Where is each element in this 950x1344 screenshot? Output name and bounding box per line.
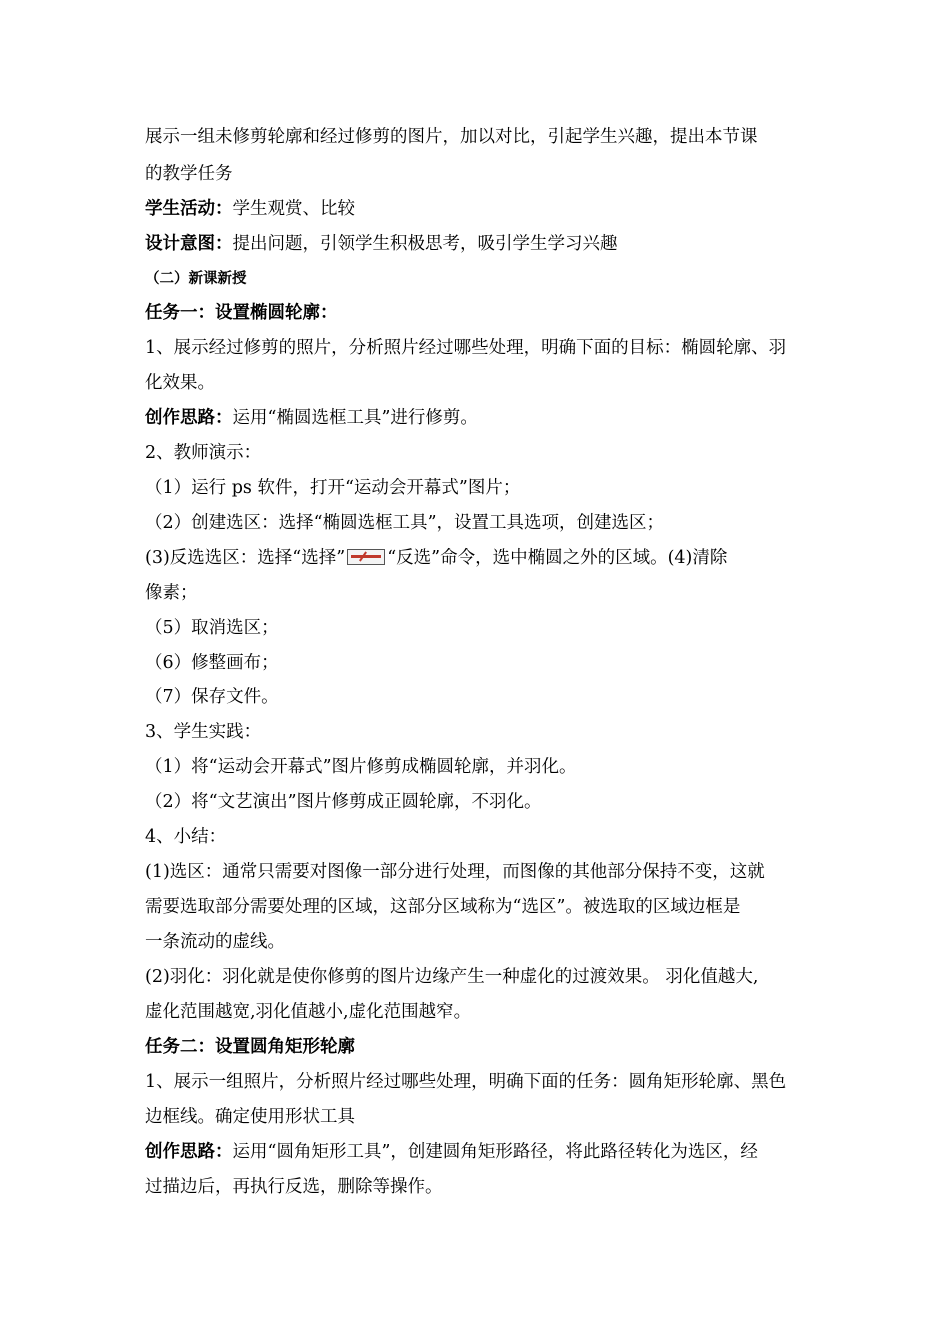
task1-heading: 任务一：设置椭圆轮廓： (145, 303, 338, 323)
summary-selection-line3: 一条流动的虚线。 (145, 932, 285, 952)
menu-arrow-icon (347, 549, 385, 565)
task1-step1-line1: 1、展示经过修剪的照片，分析照片经过哪些处理，明确下面的目标：椭圆轮廓、羽 (145, 338, 787, 358)
demo-item-2: （2）创建选区：选择“椭圆选框工具”，设置工具选项，创建选区； (145, 513, 665, 533)
task1-step4: 4、小结： (145, 827, 227, 847)
practice-item-1: （1）将“运动会开幕式”图片修剪成椭圆轮廓，并羽化。 (145, 757, 577, 777)
student-activity-text: 学生观赏、比较 (232, 199, 355, 219)
demo-item-3-part1: (3)反选选区：选择“选择” (145, 548, 346, 568)
design-intent-text: 提出问题，引领学生积极思考，吸引学生学习兴趣 (232, 234, 618, 254)
demo-item-1: （1）运行 ps 软件，打开“运动会开幕式”图片； (145, 478, 521, 498)
design-intent-label: 设计意图： (145, 234, 233, 254)
summary-selection-line1: (1)选区：通常只需要对图像一部分进行处理，而图像的其他部分保持不变，这就 (145, 862, 765, 882)
summary-feather-line2: 虚化范围越宽,羽化值越小,虚化范围越窄。 (145, 1002, 472, 1022)
demo-item-7: （7）保存文件。 (145, 687, 279, 707)
paragraph-intro-line2: 的教学任务 (145, 164, 233, 184)
task2-step1-line1: 1、展示一组照片，分析照片经过哪些处理，明确下面的任务：圆角矩形轮廓、黑色 (145, 1072, 787, 1092)
task2-idea-label: 创作思路： (145, 1142, 233, 1162)
task2-heading: 任务二：设置圆角矩形轮廓 (145, 1037, 355, 1057)
task2-idea-line2: 过描边后，再执行反选，删除等操作。 (145, 1177, 443, 1197)
practice-item-2: （2）将“文艺演出”图片修剪成正圆轮廓，不羽化。 (145, 792, 542, 812)
design-intent-line (145, 233, 618, 255)
summary-selection-line2: 需要选取部分需要处理的区域，这部分区域称为“选区”。被选取的区域边框是 (145, 897, 741, 917)
task1-step2: 2、教师演示： (145, 443, 262, 463)
demo-item-4-continued: 像素； (145, 583, 198, 603)
task1-step1-line2: 化效果。 (145, 373, 215, 393)
paragraph-intro-line1: 展示一组未修剪轮廓和经过修剪的图片，加以对比，引起学生兴趣，提出本节课 (145, 127, 758, 147)
demo-item-6: （6）修整画布； (145, 653, 279, 673)
task1-idea-line (145, 407, 478, 429)
demo-item-3 (145, 547, 727, 569)
task1-idea-label: 创作思路： (145, 408, 233, 428)
section-heading-new-lesson: （二）新课新授 (145, 271, 247, 287)
demo-item-5: （5）取消选区； (145, 618, 279, 638)
student-activity-label: 学生活动： (145, 199, 233, 219)
task2-step1-line2: 边框线。确定使用形状工具 (145, 1107, 355, 1127)
task1-idea-text: 运用“椭圆选框工具”进行修剪。 (232, 408, 478, 428)
task1-step3: 3、学生实践： (145, 722, 262, 742)
student-activity-line (145, 198, 355, 220)
demo-item-3-part2: “反选”命令，选中椭圆之外的区域。(4)清除 (387, 548, 728, 568)
task2-idea-text: 运用“圆角矩形工具”，创建圆角矩形路径，将此路径转化为选区，经 (232, 1142, 758, 1162)
summary-feather-line1: (2)羽化：羽化就是使你修剪的图片边缘产生一种虚化的过渡效果。 羽化值越大, (145, 967, 759, 987)
task2-idea-line1 (145, 1141, 758, 1163)
